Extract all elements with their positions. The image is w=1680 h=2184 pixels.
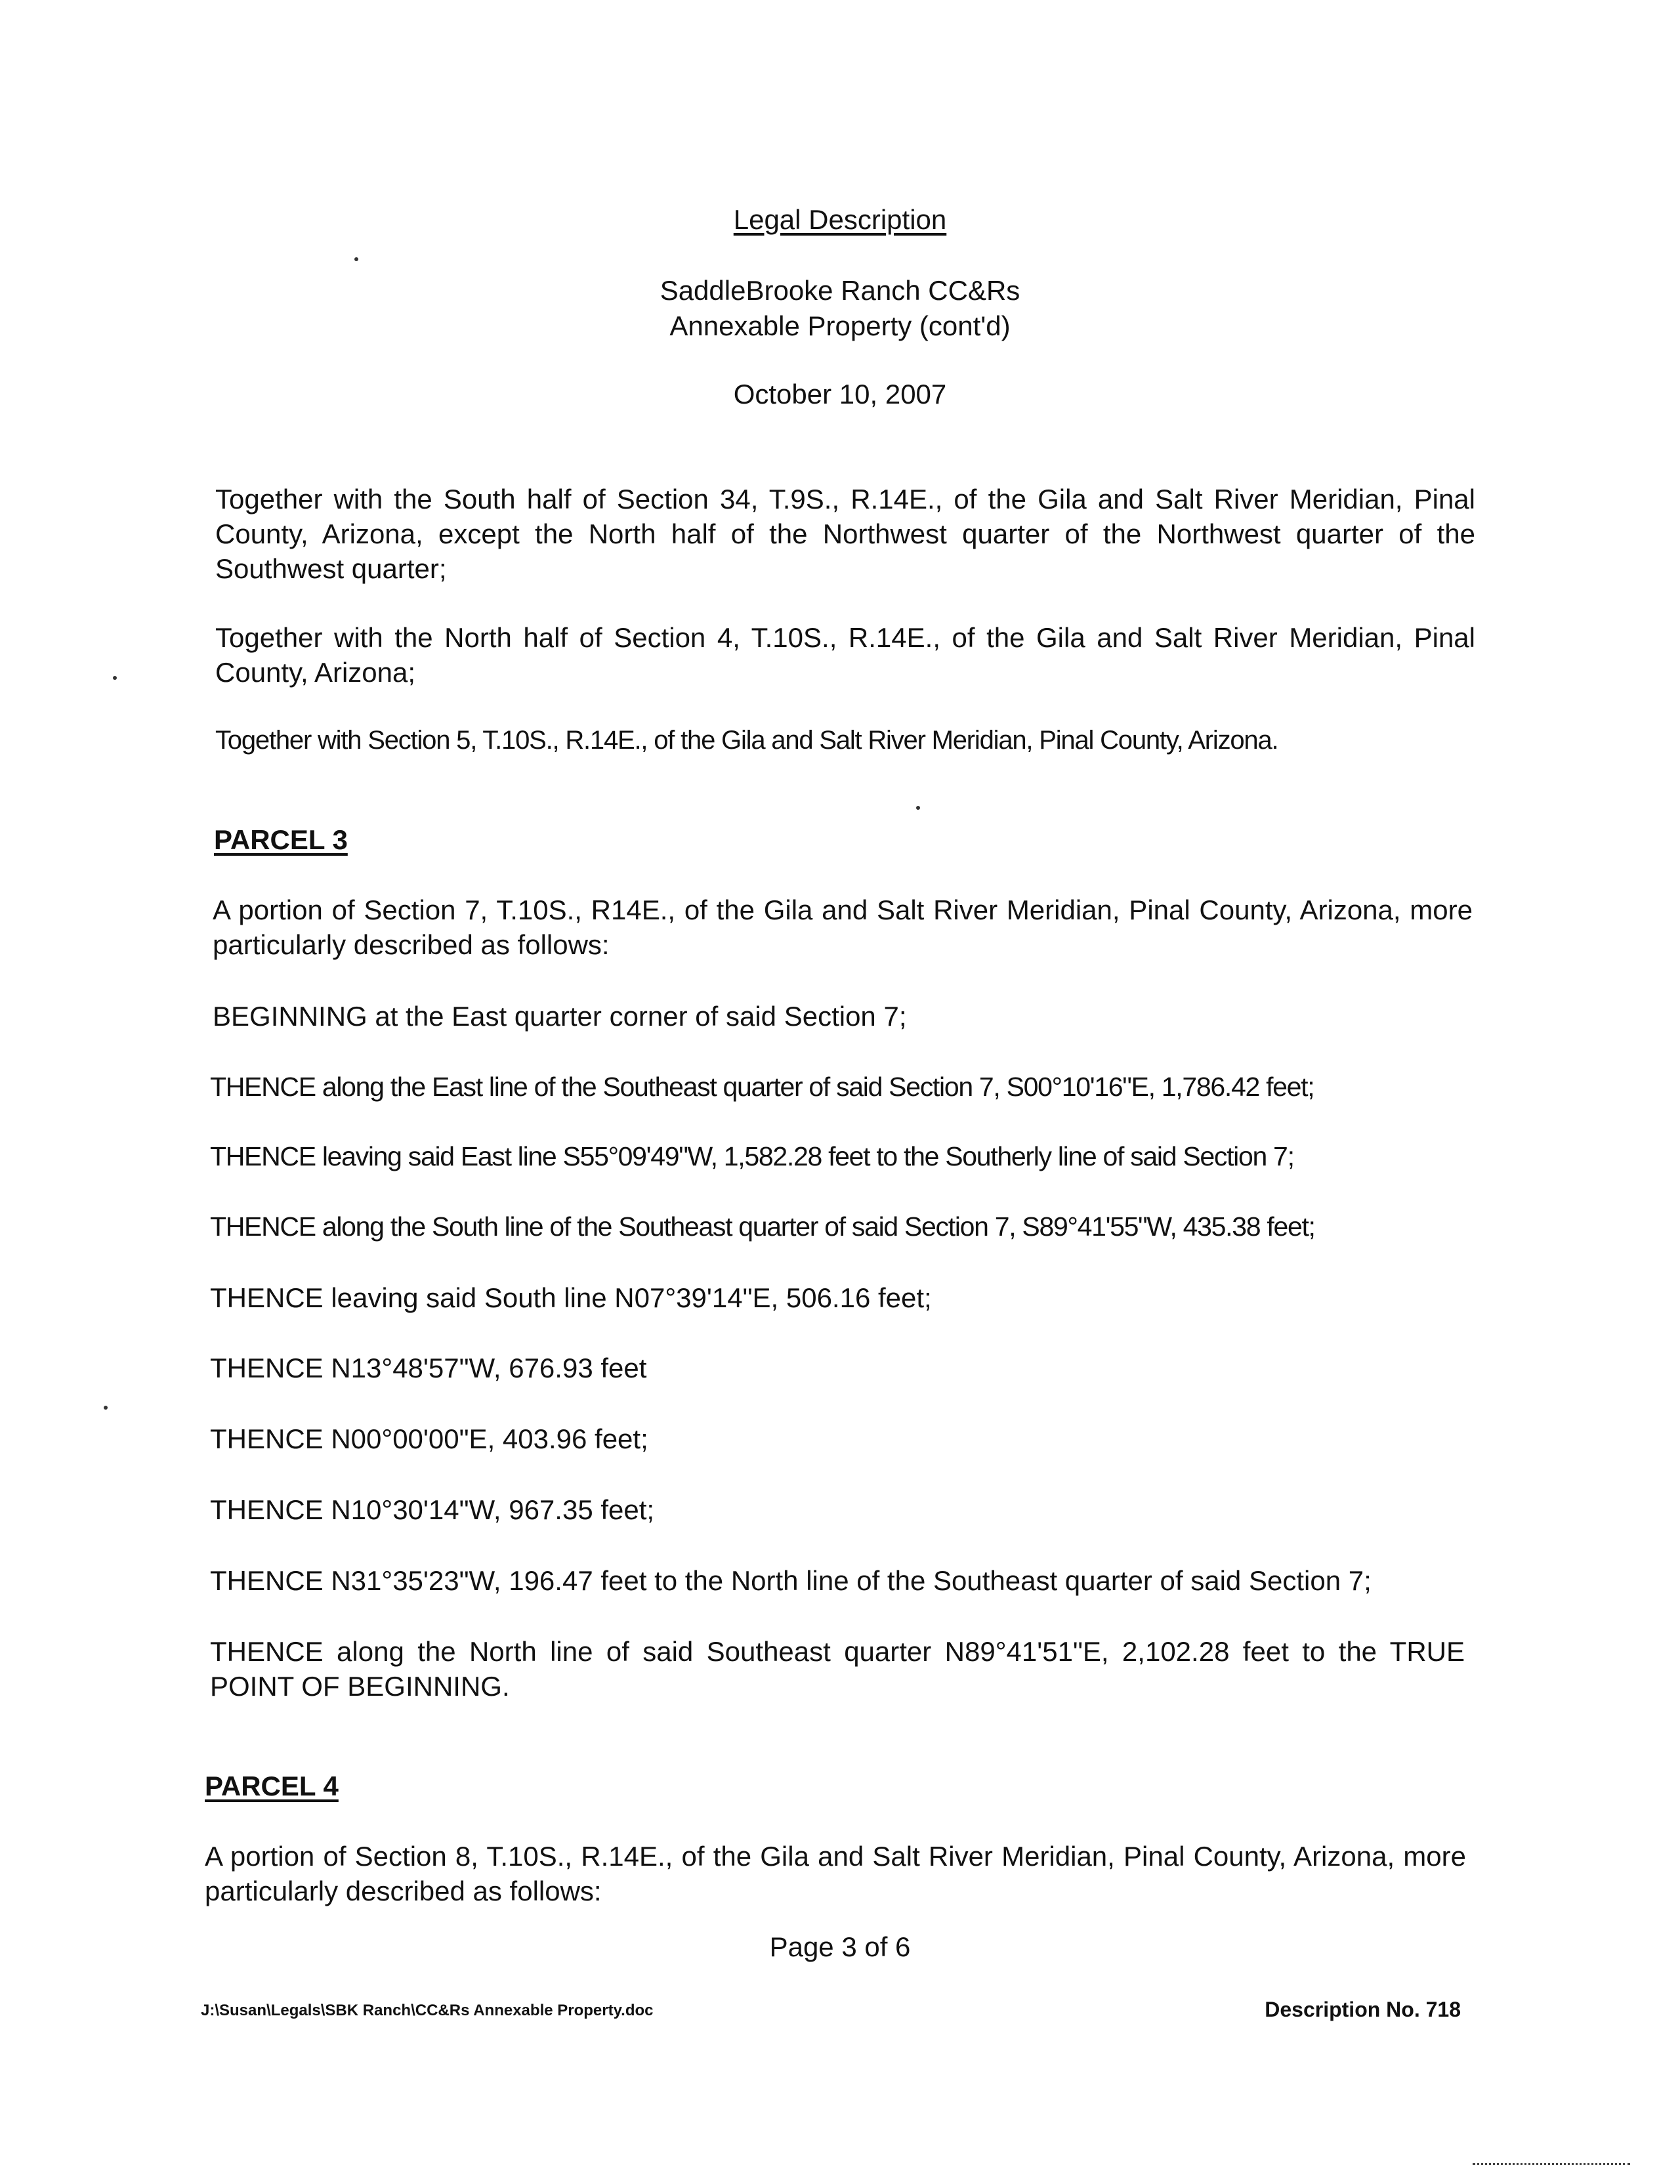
parcel3-call-1: BEGINNING at the East quarter corner of said Section 7; bbox=[213, 1001, 907, 1032]
parcel3-call-6: THENCE N13°48'57"W, 676.93 feet bbox=[210, 1353, 647, 1383]
document-subtitle-line1: SaddleBrooke Ranch CC&Rs bbox=[660, 275, 1020, 306]
parcel3-call-9: THENCE N31°35'23"W, 196.47 feet to the North line of the Southeast quarter of said Section 7; bbox=[210, 1565, 1372, 1596]
parcel3-call-7: THENCE N00°00'00"E, 403.96 feet; bbox=[210, 1423, 648, 1454]
intro-paragraph-3: Together with Section 5, T.10S., R.14E., of the Gila and Salt River Meridian, Pinal County, Arizona. bbox=[215, 726, 1278, 755]
parcel3-heading: PARCEL 3 bbox=[214, 824, 348, 855]
parcel3-call-2: THENCE along the East line of the Southeast quarter of said Section 7, S00°10'16"E, 1,786.42 feet; bbox=[210, 1072, 1314, 1102]
parcel3-call-4: THENCE along the South line of the Southeast quarter of said Section 7, S89°41'55"W, 435.38 feet; bbox=[210, 1211, 1315, 1242]
parcel3-call-3: THENCE leaving said East line S55°09'49"W, 1,582.28 feet to the Southerly line of said Section 7; bbox=[210, 1141, 1294, 1171]
parcel4-heading: PARCEL 4 bbox=[205, 1771, 339, 1801]
parcel3-description: A portion of Section 7, T.10S., R14E., of the Gila and Salt River Meridian, Pinal County, Arizona, more particularly described as follows: bbox=[213, 894, 1473, 960]
file-path: J:\Susan\Legals\SBK Ranch\CC&Rs Annexable Property.doc bbox=[201, 2002, 654, 2019]
document-subtitle-line2: Annexable Property (cont'd) bbox=[669, 310, 1011, 341]
parcel4-description: A portion of Section 8, T.10S., R.14E., of the Gila and Salt River Meridian, Pinal County, Arizona, more particularly described as follows: bbox=[205, 1841, 1466, 1906]
intro-paragraph-1: Together with the South half of Section 34, T.9S., R.14E., of the Gila and Salt River Meridian, Pinal County, Arizona, except the North half of the Northwest quarter of the Northwest quarter of the Southwest quarter; bbox=[215, 484, 1475, 584]
page-number: Page 3 of 6 bbox=[769, 1931, 911, 1962]
scan-speck bbox=[104, 1406, 108, 1410]
scan-speck bbox=[354, 257, 358, 261]
parcel3-call-8: THENCE N10°30'14"W, 967.35 feet; bbox=[210, 1494, 655, 1525]
document-title: Legal Description bbox=[733, 204, 947, 235]
intro-paragraph-2: Together with the North half of Section 4, T.10S., R.14E., of the Gila and Salt River Meridian, Pinal County, Arizona; bbox=[215, 622, 1475, 688]
parcel3-call-5: THENCE leaving said South line N07°39'14"E, 506.16 feet; bbox=[210, 1282, 932, 1313]
scan-speck bbox=[916, 806, 920, 810]
document-date: October 10, 2007 bbox=[733, 379, 947, 410]
scan-artifact-line bbox=[1473, 2163, 1630, 2165]
parcel3-call-10: THENCE along the North line of said Southeast quarter N89°41'51"E, 2,102.28 feet to the TRUE POINT OF BEGINNING. bbox=[210, 1636, 1465, 1702]
description-number: Description No. 718 bbox=[1265, 1998, 1461, 2021]
scan-speck bbox=[113, 676, 117, 680]
